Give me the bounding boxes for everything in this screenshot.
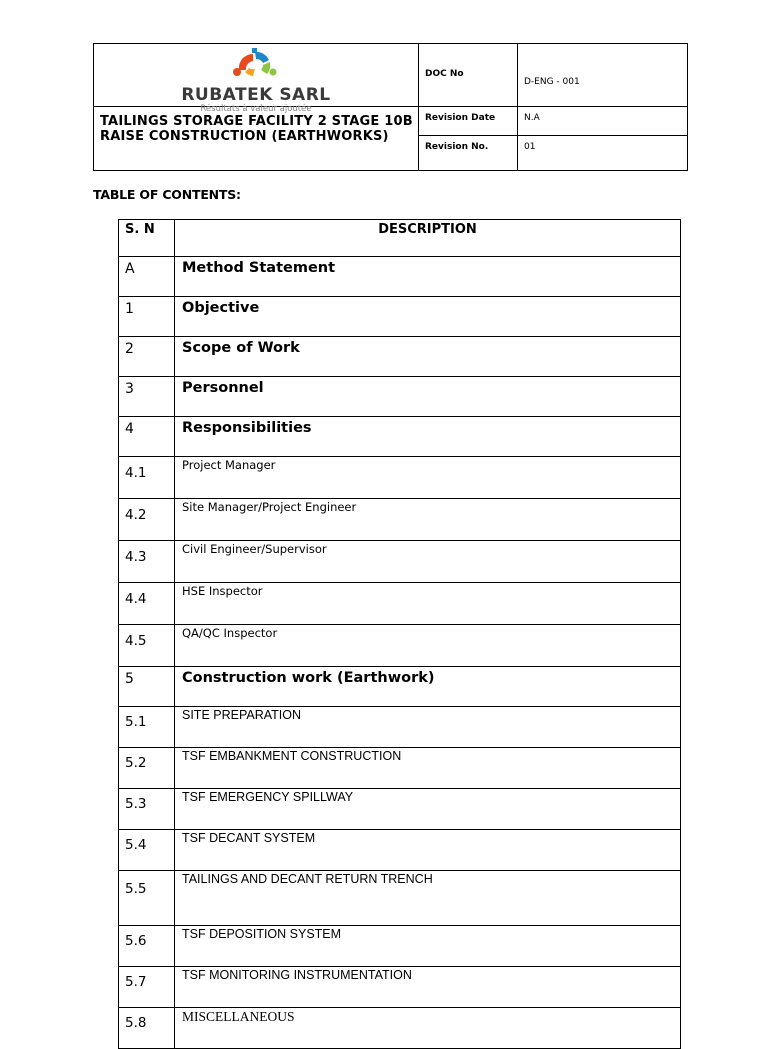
row-sn: 5.6	[119, 926, 175, 967]
row-sn: 5	[119, 667, 175, 707]
row-description: Scope of Work	[175, 337, 681, 377]
row-description: TSF MONITORING INSTRUMENTATION	[175, 967, 681, 1008]
row-sn: 5.4	[119, 830, 175, 871]
company-tagline: Résultats à valeur ajoutée	[200, 104, 312, 114]
row-sn: 4.5	[119, 625, 175, 667]
row-sn: 4	[119, 417, 175, 457]
table-row	[119, 377, 681, 417]
table-row	[119, 457, 681, 499]
company-name: RUBATEK SARL	[181, 85, 331, 105]
row-description: Construction work (Earthwork)	[175, 667, 681, 707]
table-row	[119, 748, 681, 789]
row-sn: 4.2	[119, 499, 175, 541]
revision-date-label: Revision Date	[419, 107, 518, 136]
table-row	[119, 257, 681, 297]
row-description: MISCELLANEOUS	[175, 1008, 681, 1049]
doc-no-value: D-ENG - 001	[518, 44, 688, 107]
table-row	[119, 707, 681, 748]
toc-header-row	[119, 220, 681, 257]
row-description: Responsibilities	[175, 417, 681, 457]
row-sn: 1	[119, 297, 175, 337]
row-description: HSE Inspector	[175, 583, 681, 625]
table-row	[119, 499, 681, 541]
row-description: Personnel	[175, 377, 681, 417]
row-description: TSF DEPOSITION SYSTEM	[175, 926, 681, 967]
row-sn: 5.3	[119, 789, 175, 830]
table-row	[119, 337, 681, 377]
gear-logo-icon	[231, 48, 281, 78]
row-sn: 5.8	[119, 1008, 175, 1049]
toc-col-description: DESCRIPTION	[175, 220, 681, 257]
row-sn: 5.7	[119, 967, 175, 1008]
row-sn: A	[119, 257, 175, 297]
row-description: TSF DECANT SYSTEM	[175, 830, 681, 871]
table-row	[119, 1008, 681, 1049]
table-row	[119, 583, 681, 625]
row-description: SITE PREPARATION	[175, 707, 681, 748]
row-description: Method Statement	[175, 257, 681, 297]
row-description: TSF EMERGENCY SPILLWAY	[175, 789, 681, 830]
row-description: Site Manager/Project Engineer	[175, 499, 681, 541]
table-row	[119, 667, 681, 707]
row-sn: 5.2	[119, 748, 175, 789]
logo-cell	[94, 44, 419, 114]
document-header	[93, 43, 688, 171]
table-row	[119, 967, 681, 1008]
revision-no-value: 01	[518, 136, 688, 171]
table-row	[119, 625, 681, 667]
row-sn: 5.5	[119, 871, 175, 926]
document-title: TAILINGS STORAGE FACILITY 2 STAGE 10B RAISE CONSTRUCTION (EARTHWORKS)	[94, 107, 419, 171]
table-row	[119, 926, 681, 967]
table-row	[119, 417, 681, 457]
table-row	[119, 541, 681, 583]
table-row	[119, 297, 681, 337]
row-sn: 4.3	[119, 541, 175, 583]
row-description: TSF EMBANKMENT CONSTRUCTION	[175, 748, 681, 789]
table-row	[119, 871, 681, 926]
doc-no-label: DOC No	[419, 44, 518, 107]
toc-col-sn: S. N	[119, 220, 175, 257]
row-description: TAILINGS AND DECANT RETURN TRENCH	[175, 871, 681, 926]
toc-title: TABLE OF CONTENTS:	[93, 187, 241, 202]
row-sn: 4.1	[119, 457, 175, 499]
row-sn: 4.4	[119, 583, 175, 625]
revision-no-label: Revision No.	[419, 136, 518, 171]
row-sn: 2	[119, 337, 175, 377]
revision-date-value: N.A	[518, 107, 688, 136]
table-row	[119, 789, 681, 830]
row-sn: 3	[119, 377, 175, 417]
row-description: QA/QC Inspector	[175, 625, 681, 667]
table-row	[119, 830, 681, 871]
row-description: Objective	[175, 297, 681, 337]
row-description: Civil Engineer/Supervisor	[175, 541, 681, 583]
row-sn: 5.1	[119, 707, 175, 748]
toc-table	[118, 219, 681, 1049]
row-description: Project Manager	[175, 457, 681, 499]
